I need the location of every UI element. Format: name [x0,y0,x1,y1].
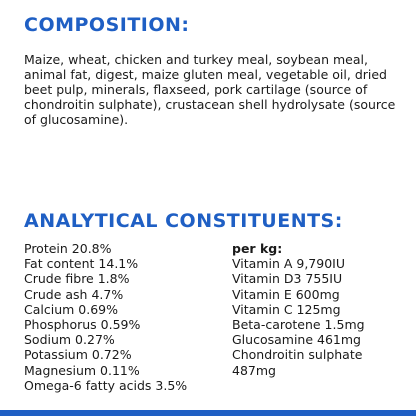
bottom-accent-bar [0,410,416,416]
constituent-item: Crude fibre 1.8% [24,271,130,287]
vitamin-item: 487mg [232,362,276,378]
constituent-item: Sodium 0.27% [24,332,115,348]
analytical-constituents-heading: ANALYTICAL CONSTITUENTS: [24,210,343,232]
constituent-item: Fat content 14.1% [24,256,139,272]
vitamin-item: Vitamin C 125mg [232,301,341,317]
composition-text: Maize, wheat, chicken and turkey meal, soybean meal, animal fat, digest, maize gluten meal, vegetable oil, dried beet pulp, minerals, flaxseed, pork cartilage (source of chondroitin sulphate), crustacean shell hydrolysate (source of glucosamine). [24,52,396,127]
vitamin-item: Vitamin E 600mg [232,286,340,302]
constituent-item: Magnesium 0.11% [24,362,140,378]
vitamin-item: Glucosamine 461mg [232,332,361,348]
vitamin-item: Vitamin D3 755IU [232,271,343,287]
constituent-item: Phosphorus 0.59% [24,317,141,333]
constituent-item: Potassium 0.72% [24,347,132,363]
composition-heading: COMPOSITION: [24,14,190,36]
constituent-item: Crude ash 4.7% [24,286,124,302]
vitamins-list [232,241,365,378]
vitamin-item: Chondroitin sulphate [232,347,363,363]
constituent-item: Calcium 0.69% [24,301,118,317]
vitamin-item: Beta-carotene 1.5mg [232,317,365,333]
constituent-item: Omega-6 fatty acids 3.5% [24,377,188,393]
vitamin-item: Vitamin A 9,790IU [232,256,346,272]
per-kg-subheading: per kg: [232,241,283,256]
constituent-item: Protein 20.8% [24,241,112,256]
constituents-list [24,241,187,393]
